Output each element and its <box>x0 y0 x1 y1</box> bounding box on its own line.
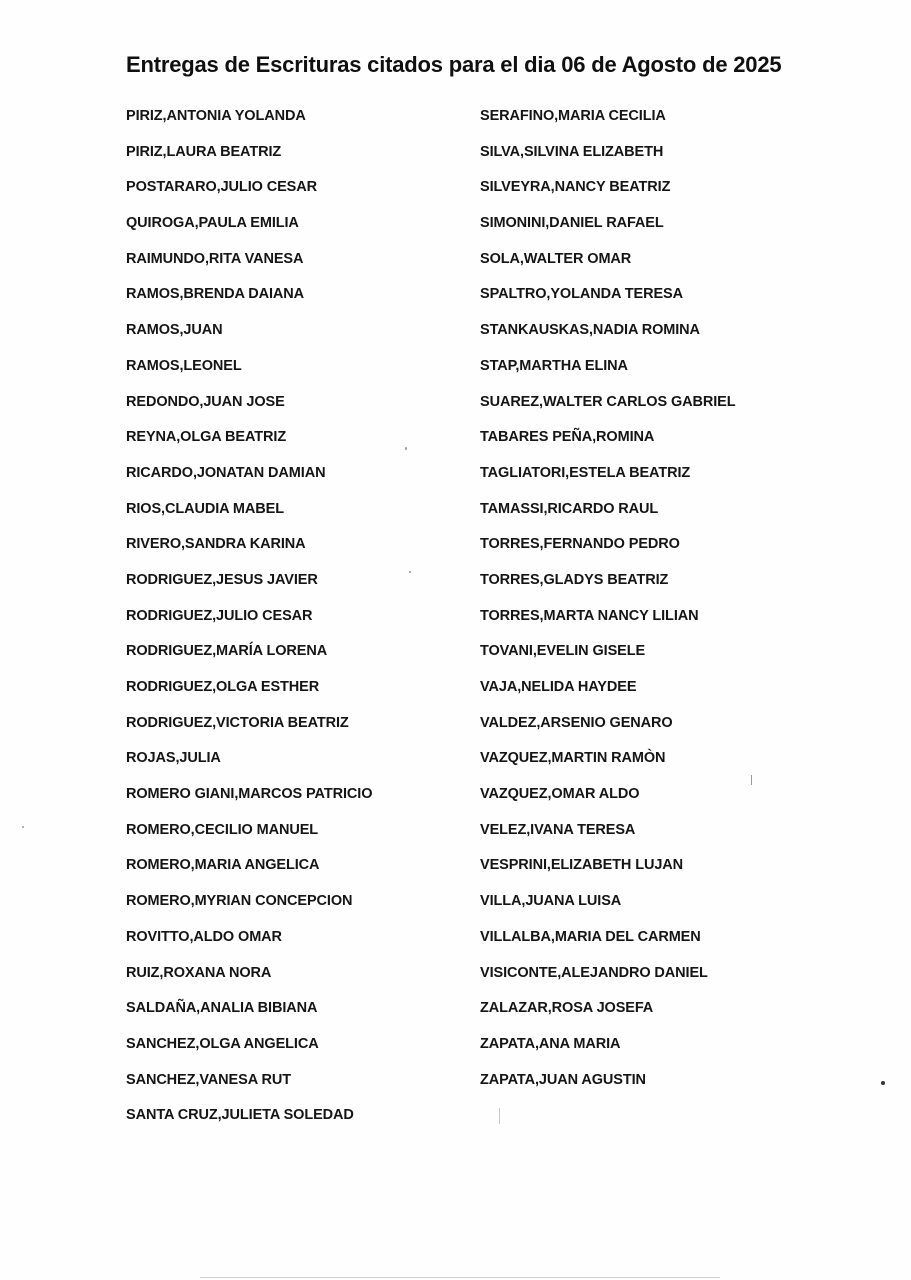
left-name-entry: ROMERO GIANI,MARCOS PATRICIO <box>126 786 373 803</box>
right-name-entry: VILLA,JUANA LUISA <box>480 893 622 910</box>
right-name-entry: SUAREZ,WALTER CARLOS GABRIEL <box>480 393 736 410</box>
left-name-entry: RODRIGUEZ,JULIO CESAR <box>126 607 313 624</box>
left-name-entry: RAMOS,JUAN <box>126 322 223 339</box>
left-name-entry: ROMERO,CECILIO MANUEL <box>126 821 319 838</box>
right-name-entry: TOVANI,EVELIN GISELE <box>480 643 646 660</box>
scan-speck <box>751 775 752 785</box>
right-name-entry: SIMONINI,DANIEL RAFAEL <box>480 215 664 232</box>
scan-speck <box>499 1108 500 1124</box>
left-name-entry: RODRIGUEZ,VICTORIA BEATRIZ <box>126 714 349 731</box>
left-name-entry: REDONDO,JUAN JOSE <box>126 393 285 410</box>
right-name-entry: VAJA,NELIDA HAYDEE <box>480 679 637 695</box>
left-name-entry: RAMOS,LEONEL <box>126 357 242 374</box>
right-name-entry: TAGLIATORI,ESTELA BEATRIZ <box>480 464 691 481</box>
right-name-entry: SPALTRO,YOLANDA TERESA <box>480 286 683 303</box>
left-name-entry: ROMERO,MARIA ANGELICA <box>126 857 320 874</box>
left-name-entry: PIRIZ,ANTONIA YOLANDA <box>126 108 306 124</box>
left-name-entry: REYNA,OLGA BEATRIZ <box>126 429 287 446</box>
right-name-column <box>480 104 840 1103</box>
left-name-entry: RIOS,CLAUDIA MABEL <box>126 500 284 517</box>
right-name-entry: TORRES,MARTA NANCY LILIAN <box>480 607 699 624</box>
left-name-entry: RIVERO,SANDRA KARINA <box>126 536 306 553</box>
left-name-entry: RODRIGUEZ,OLGA ESTHER <box>126 679 320 695</box>
left-name-entry: SANTA CRUZ,JULIETA SOLEDAD <box>126 1107 354 1124</box>
left-name-entry: RICARDO,JONATAN DAMIAN <box>126 464 326 481</box>
left-name-column <box>126 104 446 1139</box>
right-name-entry: SILVEYRA,NANCY BEATRIZ <box>480 179 671 196</box>
left-name-entry: ROMERO,MYRIAN CONCEPCION <box>126 893 353 910</box>
right-name-entry: TABARES PEÑA,ROMINA <box>480 429 655 446</box>
right-name-entry: SERAFINO,MARIA CECILIA <box>480 108 666 124</box>
right-name-entry: VAZQUEZ,OMAR ALDO <box>480 786 640 803</box>
right-name-entry: STANKAUSKAS,NADIA ROMINA <box>480 322 700 339</box>
right-name-entry: STAP,MARTHA ELINA <box>480 357 628 374</box>
left-name-entry: QUIROGA,PAULA EMILIA <box>126 215 299 232</box>
left-name-entry: RUIZ,ROXANA NORA <box>126 964 272 981</box>
right-name-entry: VALDEZ,ARSENIO GENARO <box>480 714 673 731</box>
right-name-entry: VAZQUEZ,MARTIN RAMÒN <box>480 750 666 767</box>
left-name-entry: ROJAS,JULIA <box>126 750 221 767</box>
left-name-entry: RODRIGUEZ,JESUS JAVIER <box>126 571 318 588</box>
left-name-entry: SALDAÑA,ANALIA BIBIANA <box>126 1000 318 1017</box>
scan-speck <box>405 447 407 450</box>
right-name-entry: ZAPATA,JUAN AGUSTIN <box>480 1071 646 1088</box>
right-name-entry: VISICONTE,ALEJANDRO DANIEL <box>480 964 708 981</box>
left-name-entry: PIRIZ,LAURA BEATRIZ <box>126 143 282 160</box>
right-name-entry: TAMASSI,RICARDO RAUL <box>480 500 659 517</box>
scan-speck <box>409 571 411 573</box>
left-name-entry: ROVITTO,ALDO OMAR <box>126 928 282 945</box>
right-name-entry: ZALAZAR,ROSA JOSEFA <box>480 1000 654 1017</box>
left-name-entry: POSTARARO,JULIO CESAR <box>126 179 317 196</box>
left-name-entry: SANCHEZ,VANESA RUT <box>126 1071 291 1088</box>
right-name-entry: SILVA,SILVINA ELIZABETH <box>480 143 664 160</box>
right-name-entry: TORRES,GLADYS BEATRIZ <box>480 571 669 588</box>
right-name-entry: VELEZ,IVANA TERESA <box>480 821 636 838</box>
left-name-entry: SANCHEZ,OLGA ANGELICA <box>126 1035 319 1052</box>
left-name-entry: RAIMUNDO,RITA VANESA <box>126 250 304 267</box>
right-name-entry: VILLALBA,MARIA DEL CARMEN <box>480 928 701 945</box>
scan-speck <box>881 1081 885 1085</box>
left-name-entry: RODRIGUEZ,MARÍA LORENA <box>126 643 328 660</box>
scan-edge-line <box>200 1277 720 1278</box>
right-name-entry: SOLA,WALTER OMAR <box>480 250 632 267</box>
right-name-entry: ZAPATA,ANA MARIA <box>480 1035 621 1052</box>
right-name-entry: TORRES,FERNANDO PEDRO <box>480 536 680 553</box>
document-title: Entregas de Escrituras citados para el dia 06 de Agosto de 2025 <box>126 52 782 77</box>
right-name-entry: VESPRINI,ELIZABETH LUJAN <box>480 857 684 874</box>
scan-speck <box>22 826 24 828</box>
left-name-entry: RAMOS,BRENDA DAIANA <box>126 286 305 303</box>
